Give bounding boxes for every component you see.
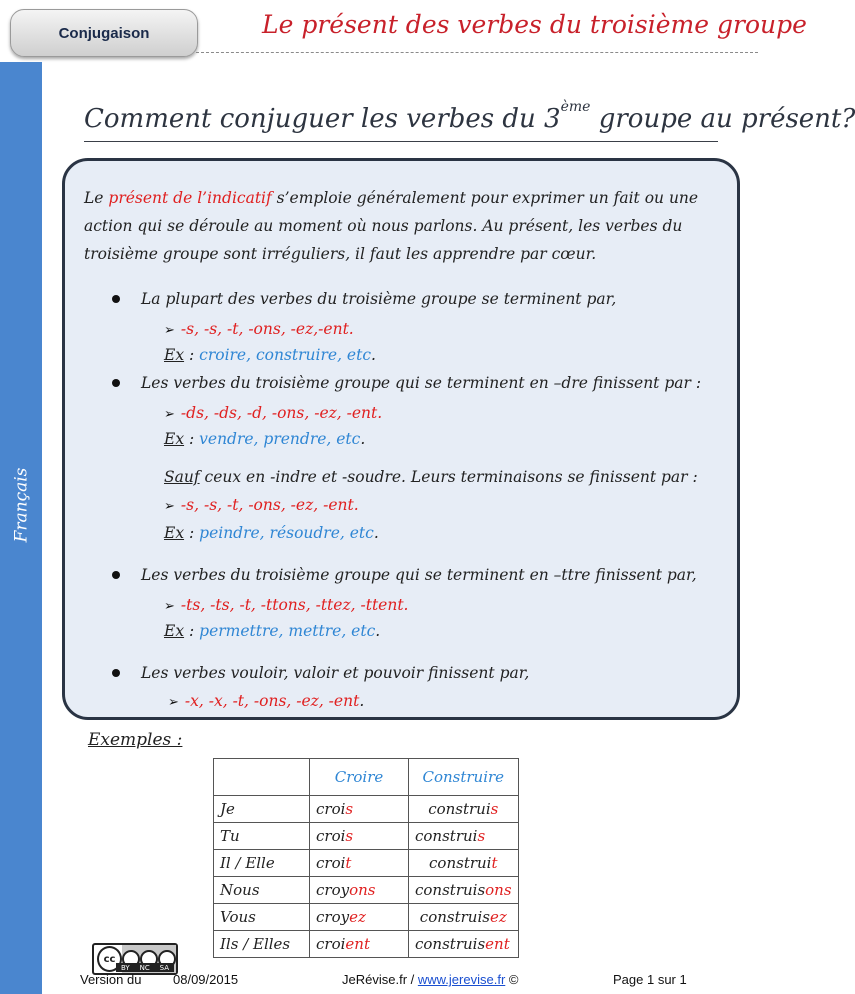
verb-cell: crois xyxy=(310,823,409,850)
table-row xyxy=(214,877,519,904)
page-title: Le présent des verbes du troisième groupe xyxy=(262,10,807,39)
pronoun-cell: Ils / Elles xyxy=(214,931,310,958)
verb-cell: croit xyxy=(310,850,409,877)
table-row xyxy=(214,904,519,931)
bullet-icon xyxy=(112,669,120,677)
arrow-icon: ➢ xyxy=(164,323,175,338)
rule-1-examples: Ex : croire, construire, etc. xyxy=(164,346,376,364)
pronoun-cell: Tu xyxy=(214,823,310,850)
rule-2-exception-examples: Ex : peindre, résoudre, etc. xyxy=(164,524,379,542)
header-divider xyxy=(196,52,758,53)
pronoun-cell: Vous xyxy=(214,904,310,931)
bullet-icon xyxy=(112,571,120,579)
page-number: Page 1 sur 1 xyxy=(613,972,687,987)
table-header-cell xyxy=(214,759,310,796)
rule-3-examples: Ex : permettre, mettre, etc. xyxy=(164,622,381,640)
verb-cell: construit xyxy=(409,850,519,877)
verb-cell: construis xyxy=(409,823,519,850)
pronoun-cell: Je xyxy=(214,796,310,823)
rule-2-endings: ➢ -ds, -ds, -d, -ons, -ez, -ent. xyxy=(164,404,383,422)
bullet-icon xyxy=(112,295,120,303)
category-tab: Conjugaison xyxy=(10,9,198,57)
conjugation-table xyxy=(213,758,519,958)
arrow-icon: ➢ xyxy=(164,407,175,422)
arrow-icon: ➢ xyxy=(164,599,175,614)
rule-2: Les verbes du troisième groupe qui se terminent en –dre finissent par : xyxy=(112,374,701,392)
footer-site: JeRévise.fr / www.jerevise.fr © xyxy=(342,972,519,987)
cc-icon: cc xyxy=(97,946,122,972)
rule-3: Les verbes du troisième groupe qui se terminent en –ttre finissent par, xyxy=(112,566,697,584)
table-header-cell: Construire xyxy=(409,759,519,796)
verb-cell: crois xyxy=(310,796,409,823)
table-row xyxy=(214,796,519,823)
verb-cell: construisons xyxy=(409,877,519,904)
rule-2-exception-endings: ➢ -s, -s, -t, -ons, -ez, -ent. xyxy=(164,496,359,514)
intro-paragraph: Le présent de l’indicatif s’emploie généralement pour exprimer un fait ou une action qui se déroule au moment où nous parlons. Au présent, les verbes du troisième groupe sont irréguliers, il faut les apprendre par cœur. xyxy=(84,189,699,263)
arrow-icon: ➢ xyxy=(168,695,179,710)
heading-underline xyxy=(84,141,718,142)
verb-cell: construis xyxy=(409,796,519,823)
pronoun-cell: Nous xyxy=(214,877,310,904)
version-date: 08/09/2015 xyxy=(173,972,239,987)
rule-4: Les verbes vouloir, valoir et pouvoir finissent par, xyxy=(112,664,529,682)
subject-label: Français xyxy=(11,467,32,543)
intro-highlight: présent de l’indicatif xyxy=(108,189,272,207)
verb-cell: croyez xyxy=(310,904,409,931)
rule-1-endings: ➢ -s, -s, -t, -ons, -ez,-ent. xyxy=(164,320,354,338)
examples-heading: Exemples : xyxy=(88,730,183,750)
main-heading: Comment conjuguer les verbes du 3ème groupe au présent? xyxy=(84,99,855,134)
rule-2-examples: Ex : vendre, prendre, etc. xyxy=(164,430,366,448)
verb-cell: croyons xyxy=(310,877,409,904)
pronoun-cell: Il / Elle xyxy=(214,850,310,877)
rule-2-exception: Sauf ceux en -indre et -soudre. Leurs terminaisons se finissent par : xyxy=(164,468,698,486)
verb-cell: construisent xyxy=(409,931,519,958)
verb-cell: construisez xyxy=(409,904,519,931)
rule-4-endings: ➢ -x, -x, -t, -ons, -ez, -ent. xyxy=(168,692,365,710)
bullet-icon xyxy=(112,379,120,387)
cc-license-terms: BY NC SA xyxy=(116,963,174,972)
table-header-cell: Croire xyxy=(310,759,409,796)
table-row xyxy=(214,823,519,850)
table-header-row xyxy=(214,759,519,796)
table-row xyxy=(214,850,519,877)
verb-cell: croient xyxy=(310,931,409,958)
version-label: Version du xyxy=(80,972,142,987)
table-row xyxy=(214,931,519,958)
site-link[interactable]: www.jerevise.fr xyxy=(417,972,506,987)
rule-3-endings: ➢ -ts, -ts, -t, -ttons, -ttez, -ttent. xyxy=(164,596,409,614)
rule-1: La plupart des verbes du troisième groupe se terminent par, xyxy=(112,290,616,308)
arrow-icon: ➢ xyxy=(164,499,175,514)
